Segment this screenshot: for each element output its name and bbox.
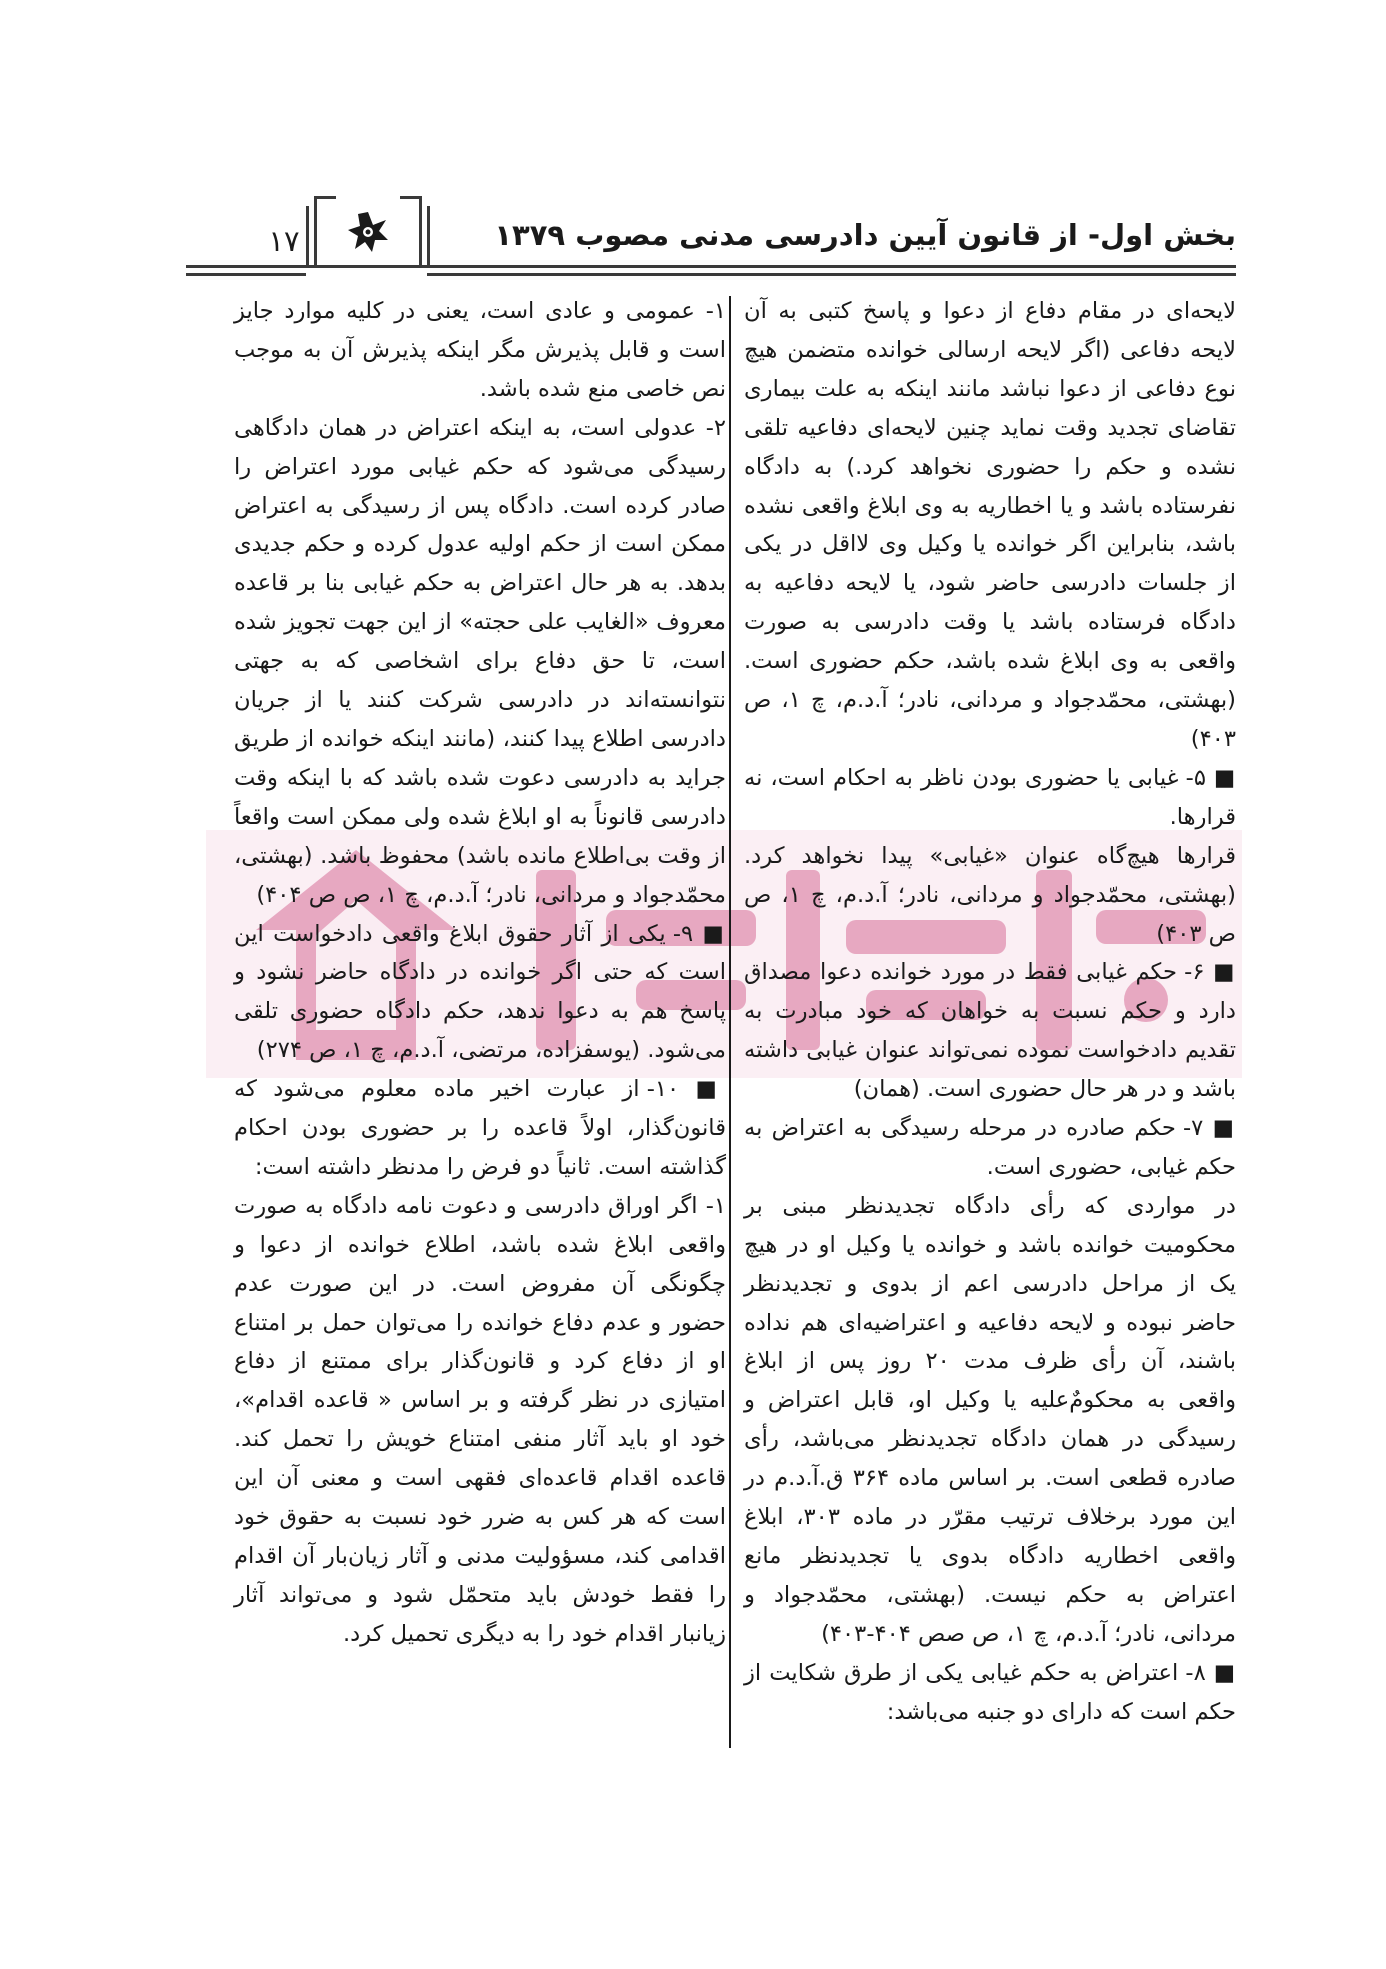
paragraph: ■ ۵- غیابی یا حضوری بودن ناظر به احکام است، نه قرارها.: [744, 764, 1236, 830]
left-column: [234, 292, 726, 1654]
paragraph: ۱- اگر اوراق دادرسی و دعوت نامه دادگاه به صورت واقعی ابلاغ شده باشد، اطلاع خوانده از دعوا و چگونگی آن مفروض است. در این صورت عدم حضور و عدم دفاع خوانده را می‌توان حمل بر امتناع او از دفاع کرد و قانون‌گذار برای ممتنع از دفاع امتیازی در نظر گرفته و بر اساس « قاعده اقدام»، خود او باید آثار منفی امتناع خویش را تحمل کند. قاعده اقدام قاعده‌ای فقهی است و معنی آن این است که هر کس به ضرر خود نسبت به حقوق خود اقدامی کند، مسؤولیت مدنی و آثار زیان‌بار آن اقدام را فقط خودش باید متحمّل شود و می‌تواند آثار زیانبار اقدام خود را به دیگری تحمیل کرد.: [234, 1192, 726, 1647]
star-ornament-icon: [330, 196, 406, 272]
paragraph: ۲- عدولی است، به اینکه اعتراض در همان دادگاهی رسیدگی می‌شود که حکم غیابی مورد اعتراض را صادر کرده است. دادگاه پس از رسیدگی به اعتراض ممکن است از حکم اولیه عدول کرده و حکم جدیدی بدهد. به هر حال اعتراض به حکم غیابی بنا بر قاعده معروف «الغایب علی حجته» از این جهت تجویز شده است، تا حق دفاع برای اشخاصی که به جهتی نتوانسته‌اند در دادرسی شرکت کنند یا از جریان دادرسی اطلاع پیدا کنند، (مانند اینکه خوانده از طریق جراید به دادرسی دعوت شده باشد که با اینکه وقت دادرسی قانوناً به او ابلاغ شده ولی ممکن است واقعاً از وقت بی‌اطلاع مانده باشد) محفوظ باشد. (بهشتی، محمّدجواد و مردانی، نادر؛ آ.د.م، چ ۱، ص ص ۴۰۴): [234, 414, 726, 908]
paragraph: در مواردی که رأی دادگاه تجدیدنظر مبنی بر محکومیت خوانده باشد و خوانده یا وکیل او در هیچ یک از مراحل دادرسی اعم از بدوی و تجدیدنظر حاضر نبوده و لایحه دفاعیه و اعتراضیه‌ای هم نداده باشند، آن رأی ظرف مدت ۲۰ روز پس از ابلاغ واقعی به محکومٌ‌علیه یا وکیل او، قابل اعتراض و رسیدگی در همان دادگاه تجدیدنظر می‌باشد، رأی صادره قطعی است. بر اساس ماده ۳۶۴ ق.آ.د.م در این مورد برخلاف ترتیب مقرّر در ماده ۳۰۳، ابلاغ واقعی اخطاریه دادگاه بدوی یا تجدیدنظر مانع اعتراض به حکم نیست. (بهشتی، محمّدجواد و مردانی، نادر؛ آ.د.م، چ ۱، ص صص ۴۰۴-۴۰۳): [744, 1192, 1236, 1647]
header-rule-vertical: [419, 196, 422, 268]
paragraph: قرارها هیچ‌گاه عنوان «غیابی» پیدا نخواهد کرد. (بهشتی، محمّدجواد و مردانی، نادر؛ آ.د.م، چ ۱، ص ص ۴۰۳): [744, 842, 1236, 947]
paragraph: ■ ۷- حکم صادره در مرحله رسیدگی به اعتراض به حکم غیابی، حضوری است.: [744, 1115, 1236, 1180]
header-rule-vertical: [314, 196, 317, 268]
right-column: [744, 292, 1236, 1732]
header-rule-vertical: [427, 206, 430, 268]
running-header: [236, 196, 1236, 276]
header-bottom-rule: [427, 273, 1236, 276]
paragraph: ■ ۹- یکی از آثار حقوق ابلاغ واقعی دادخواست این است که حتی اگر خوانده در دادگاه حاضر نشود و پاسخ هم به دعوا ندهد، حکم دادگاه حضوری تلقی می‌شود. (یوسفزاده، مرتضی، آ.د.م، چ ۱، ص ۲۷۴): [234, 920, 727, 1064]
paragraph: ■ ۶- حکم غیابی فقط در مورد خوانده دعوا مصداق دارد و حکم نسبت به خواهان که خود مبادرت به تقدیم دادخواست نموده نمی‌تواند عنوان غیابی داشته باشد و در هر حال حضوری است. (همان): [744, 959, 1236, 1103]
paragraph: لایحه‌ای در مقام دفاع از دعوا و پاسخ کتبی به آن لایحه دفاعی (اگر لایحه ارسالی خوانده متضمن هیچ نوع دفاعی از دعوا نباشد مانند اینکه به علت بیماری تقاضای تجدید وقت نماید چنین لایحه‌ای دفاعیه تلقی نشده و حکم را حضوری نخواهد کرد.) به دادگاه نفرستاده باشد و یا اخطاریه به وی ابلاغ واقعی نشده باشد، بنابراین اگر خوانده یا وکیل وی لااقل در یکی از جلسات دادرسی حاضر شود، یا لایحه دفاعیه به دادگاه فرستاده باشد یا وقت دادرسی به صورت واقعی به وی ابلاغ شده باشد، حکم حضوری است. (بهشتی، محمّدجواد و مردانی، نادر؛ آ.د.م، چ ۱، ص ۴۰۳): [744, 298, 1236, 752]
header-bottom-rule: [186, 273, 306, 276]
running-title: بخش اول- از قانون آیین دادرسی مدنی مصوب ۱۳۷۹: [494, 218, 1236, 252]
page-number: ۱۷: [268, 224, 300, 258]
column-divider: [729, 296, 731, 1748]
paragraph: ■ ۱۰- از عبارت اخیر ماده معلوم می‌شود که قانون‌گذار، اولاً قاعده را بر حضوری بودن احکام گذاشته است. ثانیاً دو فرض را مدنظر داشته است:: [234, 1076, 726, 1180]
paragraph: ۱- عمومی و عادی است، یعنی در کلیه موارد جایز است و قابل پذیرش مگر اینکه پذیرش آن به موجب نص خاصی منع شده باشد.: [234, 298, 726, 402]
paragraph: ■ ۸- اعتراض به حکم غیابی یکی از طرق شکایت از حکم است که دارای دو جنبه می‌باشد:: [744, 1659, 1236, 1725]
